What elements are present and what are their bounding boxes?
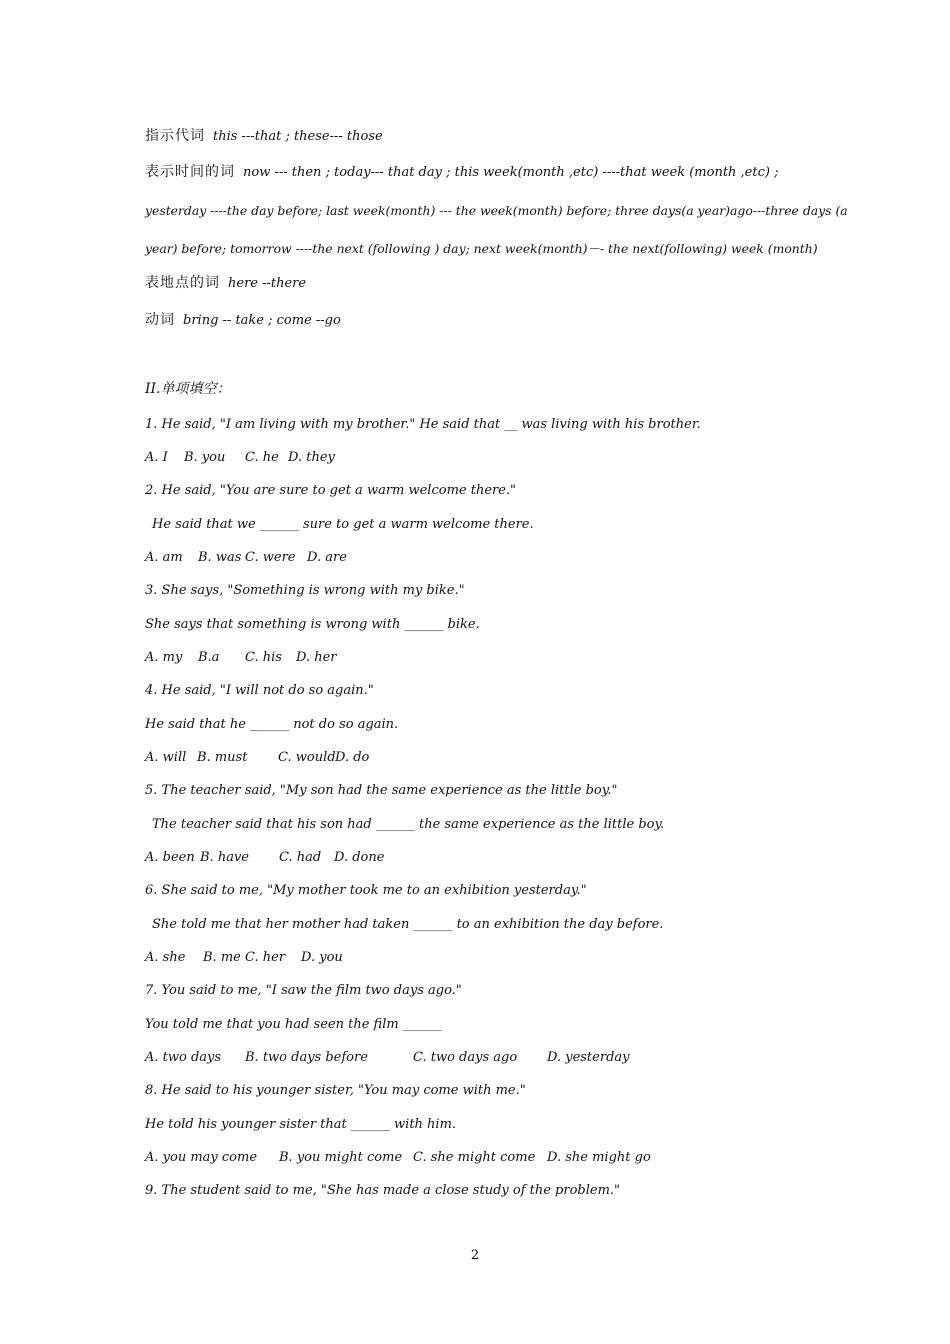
option: C. her: [245, 950, 286, 965]
question-5-options: [145, 849, 810, 867]
question-5-sentence: The teacher said that his son had ______ the same experience as the little boy.: [152, 817, 665, 832]
option: A. am: [145, 550, 183, 565]
question-2: 2. He said, "You are sure to get a warm welcome there.": [145, 483, 517, 498]
option: B.a: [198, 650, 220, 665]
option: D. you: [301, 950, 343, 965]
option: B. you might come: [279, 1150, 403, 1165]
section-title: II.单项填空：: [145, 381, 231, 397]
question-4-sentence: He said that he ______ not do so again.: [145, 717, 399, 732]
question-6-sentence: She told me that her mother had taken ______ to an exhibition the day before.: [152, 917, 664, 932]
option: A. will: [145, 750, 187, 765]
option: C. she might come: [413, 1150, 536, 1165]
option: B. must: [197, 750, 248, 765]
question-4: 4. He said, "I will not do so again.": [145, 683, 374, 698]
option: D. are: [307, 550, 347, 565]
time-line-2: yesterday ----the day before; last week(month) --- the week(month) before; three days(a year)ago---three days (a: [145, 203, 848, 218]
option: C. had: [279, 850, 322, 865]
option: A. my: [145, 650, 183, 665]
question-9: 9. The student said to me, "She has made a close study of the problem.": [145, 1183, 621, 1198]
question-8: 8. He said to his younger sister, "You may come with me.": [145, 1083, 526, 1098]
option: D. yesterday: [547, 1050, 630, 1065]
page-number: 2: [470, 1248, 480, 1263]
question-3: 3. She says, "Something is wrong with my bike.": [145, 583, 465, 598]
demonstrative-line: [145, 127, 810, 146]
option: C. his: [245, 650, 282, 665]
option: B. was: [198, 550, 242, 565]
option: D. she might go: [547, 1150, 651, 1165]
option: B. have: [200, 850, 249, 865]
option: A. she: [145, 950, 186, 965]
verb-label: 动词: [145, 312, 175, 328]
demonstrative-label: 指示代词: [145, 128, 205, 144]
option: C. were: [245, 550, 296, 565]
option: C. two days ago: [413, 1050, 518, 1065]
time-text-1: now --- then ; today--- that day ; this week(month ,etc) ----that week (month ,etc) ;: [243, 165, 779, 180]
option: D. do: [335, 750, 370, 765]
verb-text: bring -- take ; come --go: [183, 313, 341, 328]
option: B. you: [184, 450, 226, 465]
question-1: 1. He said, "I am living with my brother." He said that __ was living with his brother.: [145, 417, 701, 432]
question-3-options: [145, 649, 810, 667]
place-text: here --there: [228, 276, 307, 291]
question-5: 5. The teacher said, "My son had the same experience as the little boy.": [145, 783, 618, 798]
question-6-options: [145, 949, 810, 967]
option: B. me: [203, 950, 241, 965]
option: A. I: [145, 450, 168, 465]
option: C. he: [245, 450, 279, 465]
question-7-sentence: You told me that you had seen the film ______: [145, 1017, 442, 1032]
place-label: 表地点的词: [145, 275, 220, 291]
time-line-1: [145, 163, 810, 182]
question-1-options: [145, 449, 810, 467]
question-7: 7. You said to me, "I saw the film two days ago.": [145, 983, 462, 998]
question-7-options: [145, 1049, 810, 1067]
option: A. you may come: [145, 1150, 258, 1165]
option: D. they: [288, 450, 335, 465]
question-2-sentence: He said that we ______ sure to get a warm welcome there.: [152, 517, 534, 532]
demonstrative-text: this ---that ; these--- those: [213, 129, 383, 144]
question-2-options: [145, 549, 810, 567]
place-line: [145, 274, 810, 293]
verb-line: [145, 311, 810, 330]
question-8-options: [145, 1149, 810, 1167]
question-3-sentence: She says that something is wrong with ______ bike.: [145, 617, 480, 632]
question-6: 6. She said to me, "My mother took me to an exhibition yesterday.": [145, 883, 587, 898]
option: D. her: [296, 650, 337, 665]
question-8-sentence: He told his younger sister that ______ with him.: [145, 1117, 457, 1132]
option: C. would: [278, 750, 336, 765]
option: D. done: [334, 850, 385, 865]
time-line-3: year) before; tomorrow ----the next (following ) day; next week(month)－- the next(following) week (month): [145, 241, 818, 256]
option: A. been: [145, 850, 195, 865]
option: B. two days before: [245, 1050, 368, 1065]
time-label: 表示时间的词: [145, 164, 235, 180]
question-4-options: [145, 749, 810, 767]
option: A. two days: [145, 1050, 222, 1065]
